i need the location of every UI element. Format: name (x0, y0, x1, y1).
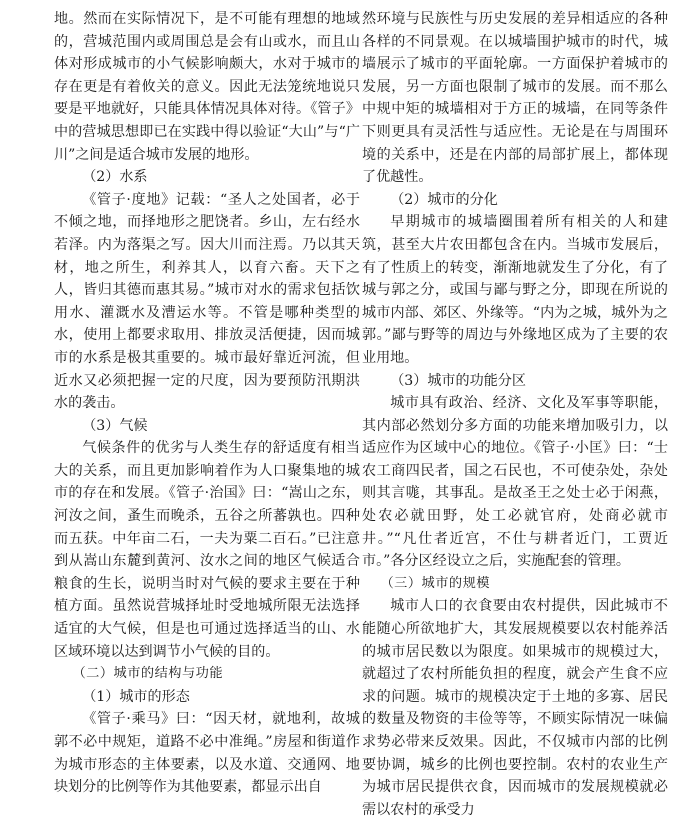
paragraph: 城市人口的衣食要由农村提供，因此城市不能随心所欲地扩大，其发展规模要以农村能养活的城市居民数以为限度。如果城市的规模过大，就超过了农村所能负担的程度，就会产生食不应求的问题。城市的规模决定于土地的多寡、居民的数量及物资的丰俭等等，不顾实际情况一味偏求势必带来反效果。因此，不仅城市内部的比例要协调，城乡的比例也要控制。农村的农业生产为城市居民提供衣食，因而城市的发展规模就必需以农村的承受力 (362, 598, 668, 818)
paragraph: 《管子·乘马》曰：“因天材，就地利，故城郭不必中规矩，道路不必中准绳。”房屋和街道作为城市形态的主体要素，以及水道、交通网、地块划分的比例等作为其他要素，都显示出自 (54, 711, 360, 796)
subheading-city-form: （1）城市的形态 (82, 688, 190, 705)
paragraph: 《管子·度地》记载：“圣人之处国者，必于不倾之地，而择地形之肥饶者。乡山，左右经水若泽。内为落渠之写。因大川而注焉。乃以其天材，地之所生，利养其人，以育六畜。天下之人，皆归其德而惠其易。”城市对水的需求包括饮用水、灌溉水及漕运水等。不管是哪种类型的水，使用上都要求取用、排放灵活便捷，因而城市的水系是极其重要的。城市最好靠近河流，但近水又必须把握一定的尺度，因为要预防汛期洪水的袭击。 (54, 191, 360, 412)
paragraph: 然环境与民族性与历史发展的差异相适应的各种各样的不同景观。在以城墙围护城市的时代，城墙展示了城市的平面轮廓。一方面保护着城市的发展，另一方面也限制了城市的发展。而不那么中规中矩的城墙相对于方正的城墙，在同等条件下则更具有灵活性与适应性。无论是在与周围环境的关系中，还是在内部的局部扩展上，都体现了优越性。 (362, 11, 668, 186)
left-column (54, 8, 360, 799)
paragraph: 气候条件的优劣与人类生存的舒适度有相当大的关系，而且更加影响着作为人口聚集地的城市的存在和发展。《管子·治国》曰：“嵩山之东，河汝之间，蚤生而晚杀，五谷之所蕃孰也。四种而五获。中年亩二石，一夫为粟二百石。”已注意到从嵩山东麓到黄河、汝水之间的地区气候适合粮食的生长，说明当时对气候的要求主要在于种植方面。虽然说营城择址时受地城所限无法选择适宜的大气候，但是也可通过选择适当的山、水区域环境以达到调节小气候的目的。 (54, 440, 360, 660)
paragraph: 早期城市的城墙圈围着所有相关的人和建筑，甚至大片农田都包含在内。当城市发展后，有了性质上的转变，渐渐地就发生了分化，有了城与郭之分，或国与鄙与野之分，即现在所说的城市内部、郊区、外缘等。“内为之城，城外为之郭。”鄙与野等的周边与外缘地区成为了主要的农业用地。 (362, 214, 668, 366)
section-heading-city-scale: （三）城市的规模 (380, 575, 490, 591)
subheading-water-system: （2）水系 (82, 169, 148, 186)
section-heading-structure-function: （二）城市的结构与功能 (72, 666, 224, 682)
paragraph: 城市具有政治、经济、文化及军事等职能，其内部必然划分多方面的功能来增加吸引力，以适应作为区域中心的地位。《管子·小匡》曰：“士农工商四民者，国之石民也，不可使杂处，杂处则其言哤，其事乱。是故圣王之处士必于闲燕，处农必就田野，处工必就官府，处商必就市井。”“凡仕者近宫，不仕与耕者近门，工贾近市。”各分区经设立之后，实施配套的管理。 (362, 395, 668, 570)
subheading-city-differentiation: （2）城市的分化 (390, 191, 498, 208)
subheading-functional-zoning: （3）城市的功能分区 (390, 372, 526, 389)
subheading-climate: （3）气候 (82, 417, 148, 434)
paragraph: 地。然而在实际情况下，是不可能有理想的地域的，营城范围内或周围总是会有山或水，而且山体对形成城市的小气候影响颇大，水对于城市的存在更是有着攸关的意义。因此无法笼统地说只要是平地就好，只能具体情况具体对待。《管子》中的营城思想即已在实践中得以验证“大山”与“广川”之间是适合城市发展的地形。 (54, 11, 360, 163)
right-column (362, 8, 668, 821)
